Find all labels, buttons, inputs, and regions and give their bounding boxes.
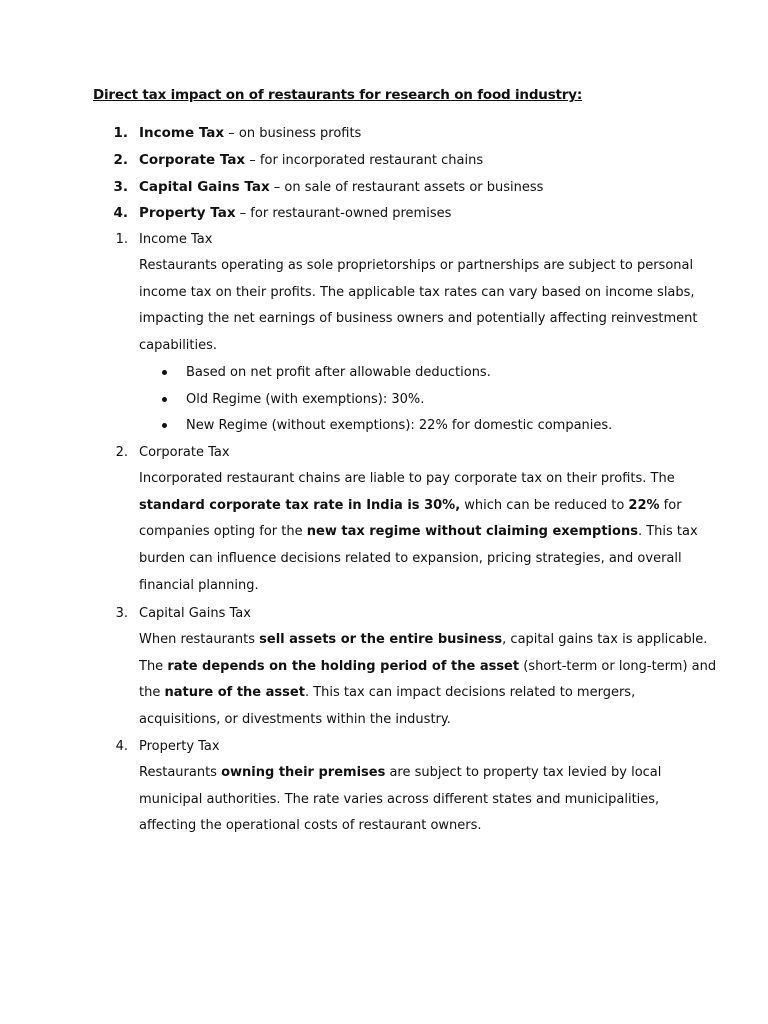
document-page: Direct tax impact on of restaurants for research on food industry: 1. Income Tax – on business profits 2. Corporate Tax – for incorporated restaurant chains 3. Capital Gains Tax – on sale of restaurant assets or business 4. Property Tax – for restaurant-owned premises 1. Income Tax Restaurants operating as sole proprietorships or partnerships are subject to personal income tax on their profits. The applicable tax rates can vary based on income slabs, impacting the net earnings of business owners and potentially affecting reinvestment capabilities. Based on net profit after allowable deductions. Old Regime (with exemptions): 30%. New Regime (without exemptions): 22% for domestic companies. 2. Corporate Tax Incorporated restaurant chains are liable to pay corporate tax on their profits. The standard corporate tax rate in India is 30%, which can be reduced to 22% for companies opting for the new tax regime without claiming exemptions. This tax burden can influence decisions related to expansion, pricing strategies, and overall financial planning. 3. Capital Gains Tax When restaurants sell assets or the entire business, capital gains tax is applicable. The rate depends on the holding period of the asset (short-term or long-term) and the nature of the asset. This tax can impact decisions related to mergers, acquisitions, or divestments within the industry. 4. Property Tax Restaurants owning their premises are subject to property tax levied by local municipal authorities. The rate varies across different states and municipalities, affecting the operational costs of restaurant owners. xyxy=(0,0,768,1024)
bullet-dot-icon xyxy=(162,397,167,402)
section-property-paragraph: Restaurants owning their premises are subject to property tax levied by local municipal authorities. The rate varies across different states and municipalities, affecting the operational costs of restaurant owners. xyxy=(139,765,662,834)
section-corporate-paragraph: Incorporated restaurant chains are liable to pay corporate tax on their profits. The standard corporate tax rate in India is 30%, which can be reduced to 22% for companies opting for the new tax regime without claiming exemptions. This tax burden can influence decisions related to expansion, pricing strategies, and overall financial planning. xyxy=(139,471,698,593)
bullet-dot-icon xyxy=(162,370,167,375)
document-title: Direct tax impact on of restaurants for research on food industry: xyxy=(93,87,583,103)
section-income-paragraph: Restaurants operating as sole proprietorships or partnerships are subject to personal income tax on their profits. The applicable tax rates can vary based on income slabs, impacting the net earnings of business owners and potentially affecting reinvestment capabilities. xyxy=(139,258,698,354)
bullet-dot-icon xyxy=(162,423,167,428)
section-capital-gains-paragraph: When restaurants sell assets or the entire business, capital gains tax is applicable. The rate depends on the holding period of the asset (short-term or long-term) and the nature of the asset. This tax can impact decisions related to mergers, acquisitions, or divestments within the industry. xyxy=(139,632,717,728)
